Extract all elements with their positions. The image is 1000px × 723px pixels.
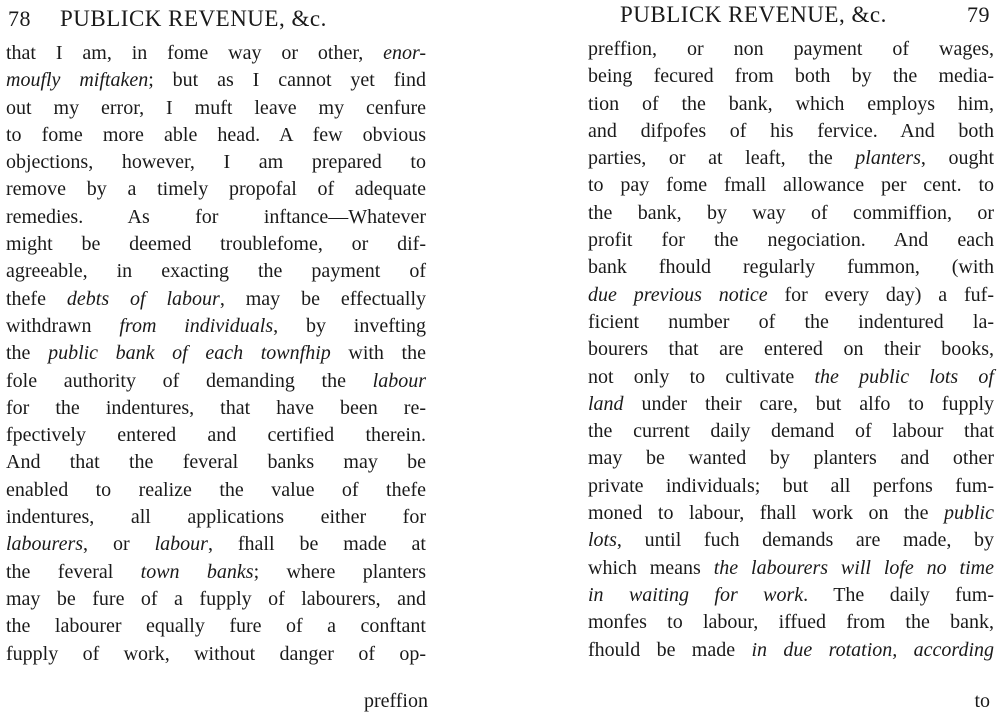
text-line bbox=[588, 336, 994, 363]
text-span: preffion, or non payment of wages, bbox=[588, 38, 994, 60]
text-span: being fecured from both by the media- bbox=[588, 65, 994, 88]
left-page-number: 78 bbox=[8, 6, 31, 31]
text-span: , until fuch demands are made, by bbox=[616, 529, 994, 552]
text-span: fhould be made bbox=[588, 638, 752, 661]
text-span: that I am, in fome way or other, bbox=[6, 42, 384, 64]
text-span: ficient number of the indentured la- bbox=[588, 310, 994, 333]
left-body-text bbox=[0, 40, 440, 668]
text-span: parties, or at leaft, the bbox=[588, 147, 856, 170]
text-line bbox=[588, 91, 994, 118]
right-body-text bbox=[580, 36, 1000, 664]
text-line bbox=[6, 449, 426, 476]
right-running-header bbox=[580, 4, 1000, 38]
text-span: the current daily demand of labour that bbox=[588, 420, 994, 443]
text-line bbox=[6, 122, 426, 149]
text-span: for the indentures, that have been re- bbox=[6, 396, 426, 419]
italic-text: in waiting for work bbox=[588, 583, 804, 606]
text-line bbox=[6, 340, 426, 367]
text-span: , fhall be made at bbox=[207, 533, 426, 556]
italic-text: planters bbox=[855, 147, 921, 170]
text-line bbox=[6, 313, 426, 340]
text-line bbox=[6, 613, 426, 640]
text-line bbox=[588, 282, 994, 309]
text-span: fole authority of demanding the bbox=[6, 369, 373, 392]
text-span: bourers that are entered on their books, bbox=[588, 338, 994, 361]
text-span: withdrawn bbox=[6, 314, 120, 337]
text-line bbox=[588, 391, 994, 418]
text-span: thefe bbox=[6, 287, 67, 310]
text-span: , by invefting bbox=[273, 314, 426, 337]
right-page-number: 79 bbox=[967, 2, 990, 27]
text-span: the bank, by way of commiffion, or bbox=[588, 201, 994, 224]
text-span: bank fhould regularly fummon, (with bbox=[588, 256, 994, 279]
text-line bbox=[6, 95, 426, 122]
italic-text: public bank of each townfhip bbox=[48, 342, 331, 365]
text-line bbox=[6, 176, 426, 203]
italic-text: land bbox=[588, 392, 624, 415]
text-span: out my error, I muft leave my cenfure bbox=[6, 96, 426, 119]
text-line bbox=[588, 36, 994, 63]
italic-text: labourers bbox=[6, 533, 84, 556]
text-line bbox=[588, 63, 994, 90]
text-line bbox=[6, 559, 426, 586]
text-line bbox=[588, 445, 994, 472]
text-span: , may be effectually bbox=[219, 287, 426, 310]
text-line bbox=[588, 200, 994, 227]
text-span: for every day) a fuf- bbox=[767, 283, 994, 306]
text-line bbox=[6, 395, 426, 422]
text-span: monfes to labour, iffued from the bank, bbox=[588, 611, 994, 634]
left-running-header bbox=[0, 4, 440, 38]
text-line bbox=[588, 418, 994, 445]
right-page bbox=[580, 0, 1000, 723]
text-line bbox=[6, 149, 426, 176]
text-span: with the bbox=[330, 342, 426, 365]
text-line bbox=[588, 227, 994, 254]
text-line bbox=[588, 309, 994, 336]
text-span: and difpofes of his fervice. And both bbox=[588, 119, 994, 142]
italic-text: lots bbox=[588, 529, 617, 552]
right-catchword: to bbox=[974, 690, 990, 712]
text-span: agreeable, in exacting the payment of bbox=[6, 260, 426, 283]
book-gutter bbox=[440, 0, 580, 723]
text-span: the feveral bbox=[6, 560, 141, 583]
italic-text: public bbox=[944, 502, 994, 525]
text-span: to pay fome fmall allowance per cent. to bbox=[588, 174, 994, 197]
text-line bbox=[6, 368, 426, 395]
text-span: not only to cultivate bbox=[588, 365, 815, 388]
text-line bbox=[588, 473, 994, 500]
text-span: , or bbox=[83, 533, 155, 556]
text-span: tion of the bank, which employs him, bbox=[588, 92, 994, 115]
text-line bbox=[6, 231, 426, 258]
italic-text: debts of labour bbox=[66, 287, 220, 310]
text-span: remedies. As for inftance—Whatever bbox=[6, 205, 426, 228]
text-span: which means bbox=[588, 556, 714, 579]
text-span: might be deemed troublefome, or dif- bbox=[6, 233, 426, 256]
text-span: And that the feveral banks may be bbox=[6, 451, 426, 474]
text-line bbox=[588, 118, 994, 145]
text-span: objections, however, I am prepared to bbox=[6, 151, 426, 174]
text-span: fpectively entered and certified therein. bbox=[6, 424, 426, 447]
text-span: may be fure of a fupply of labourers, and bbox=[6, 587, 426, 610]
left-page bbox=[0, 0, 440, 723]
italic-text: the labourers will lofe no time bbox=[713, 556, 994, 579]
text-line bbox=[588, 555, 994, 582]
text-line bbox=[588, 582, 994, 609]
italic-text: the public lots of bbox=[814, 365, 994, 388]
italic-text: enor- bbox=[383, 42, 426, 64]
text-span: indentures, all applications either for bbox=[6, 506, 426, 529]
text-span: moned to labour, fhall work on the bbox=[588, 502, 944, 525]
text-line bbox=[588, 254, 994, 281]
text-span: the bbox=[6, 342, 49, 365]
text-line bbox=[6, 531, 426, 558]
italic-text: due previous notice bbox=[588, 283, 768, 306]
text-line bbox=[588, 172, 994, 199]
text-line bbox=[6, 641, 426, 668]
text-span: profit for the negociation. And each bbox=[588, 229, 994, 252]
text-span: , ought bbox=[920, 147, 994, 170]
right-running-head: PUBLICK REVENUE, &c. bbox=[620, 2, 887, 27]
italic-text: moufly miftaken bbox=[6, 69, 149, 92]
text-line bbox=[588, 637, 994, 664]
text-span: may be wanted by planters and other bbox=[588, 447, 994, 470]
left-catchword: preffion bbox=[363, 690, 428, 712]
text-line bbox=[588, 500, 994, 527]
text-line bbox=[588, 364, 994, 391]
italic-text: from individuals bbox=[119, 314, 274, 337]
italic-text: labour bbox=[154, 533, 208, 556]
text-line bbox=[6, 204, 426, 231]
text-span: enabled to realize the value of thefe bbox=[6, 478, 426, 501]
text-span: fupply of work, without danger of op- bbox=[6, 642, 426, 665]
text-line bbox=[588, 609, 994, 636]
italic-text: labour bbox=[372, 369, 426, 392]
text-span: to fome more able head. A few obvious bbox=[6, 123, 426, 146]
text-line bbox=[6, 286, 426, 313]
text-span: ; where planters bbox=[253, 560, 427, 583]
text-line bbox=[6, 586, 426, 613]
italic-text: in due rotation, according bbox=[751, 638, 994, 661]
text-line bbox=[6, 40, 426, 67]
text-span: private individuals; but all perfons fum- bbox=[588, 474, 994, 497]
text-line bbox=[588, 145, 994, 172]
text-span: the labourer equally fure of a conftant bbox=[6, 615, 426, 638]
text-line bbox=[6, 422, 426, 449]
italic-text: town banks bbox=[140, 560, 254, 583]
text-line bbox=[6, 67, 426, 94]
text-span: under their care, but alfo to fupply bbox=[623, 392, 994, 415]
text-line bbox=[6, 477, 426, 504]
text-span: . The daily fum- bbox=[803, 583, 994, 606]
text-span: remove by a timely propofal of adequate bbox=[6, 178, 426, 201]
text-span: ; but as I cannot yet find bbox=[148, 69, 426, 92]
text-line bbox=[588, 527, 994, 554]
left-running-head: PUBLICK REVENUE, &c. bbox=[60, 6, 327, 31]
text-line bbox=[6, 504, 426, 531]
text-line bbox=[6, 258, 426, 285]
